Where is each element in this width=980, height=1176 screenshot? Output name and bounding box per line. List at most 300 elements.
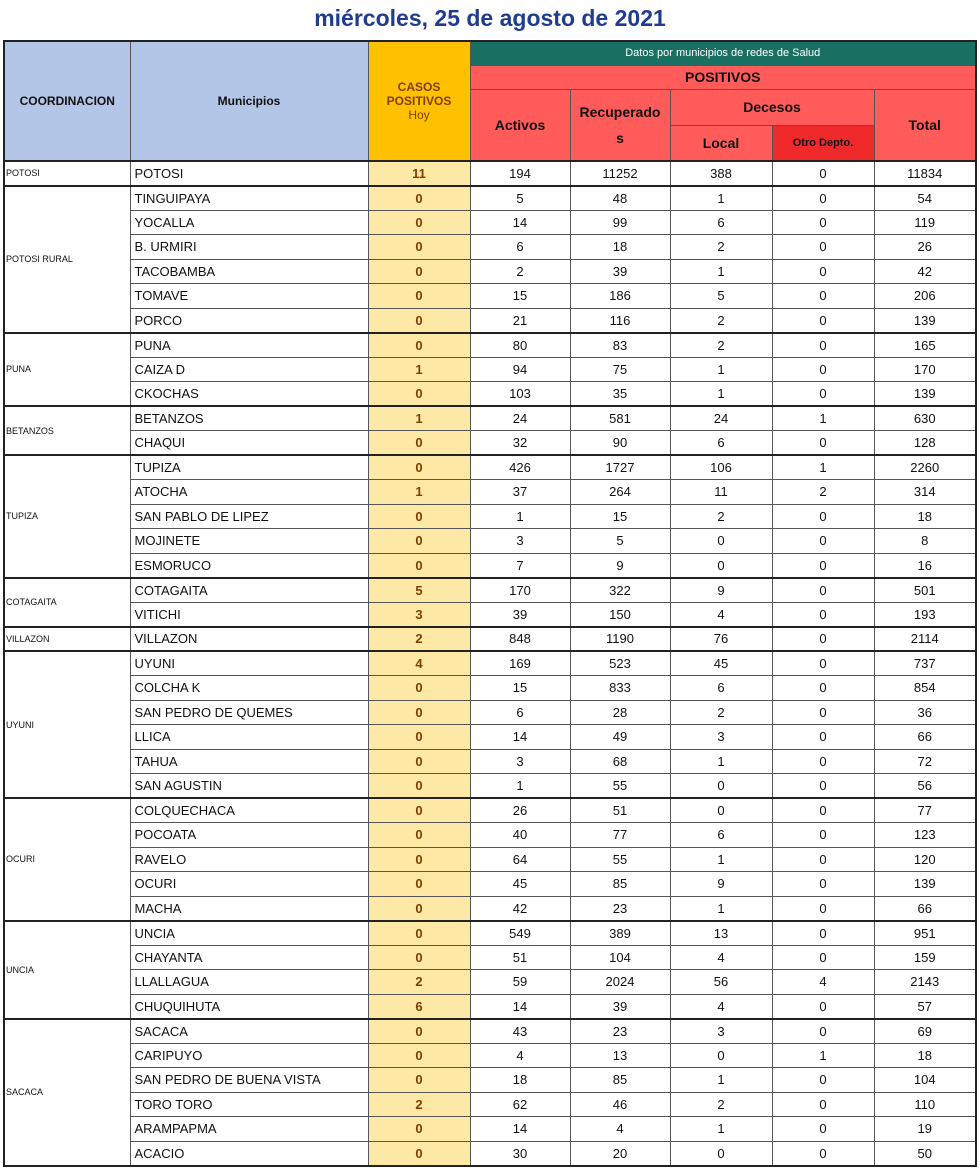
recuperados-cell: 150 bbox=[570, 602, 670, 627]
recuperados-cell: 2024 bbox=[570, 970, 670, 995]
total-cell: 119 bbox=[874, 210, 976, 235]
local-cell: 9 bbox=[670, 872, 772, 897]
local-cell: 0 bbox=[670, 774, 772, 799]
otro-depto-cell: 0 bbox=[772, 235, 874, 260]
recuperados-cell: 55 bbox=[570, 847, 670, 872]
total-cell: 56 bbox=[874, 774, 976, 799]
local-cell: 5 bbox=[670, 284, 772, 309]
municipio-cell: POTOSI bbox=[130, 161, 368, 186]
total-cell: 57 bbox=[874, 994, 976, 1019]
header-otro-depto: Otro Depto. bbox=[772, 125, 874, 161]
recuperados-cell: 523 bbox=[570, 651, 670, 676]
local-cell: 2 bbox=[670, 700, 772, 725]
activos-cell: 14 bbox=[470, 725, 570, 750]
otro-depto-cell: 0 bbox=[772, 749, 874, 774]
local-cell: 3 bbox=[670, 1019, 772, 1044]
recuperados-cell: 1190 bbox=[570, 627, 670, 652]
total-cell: 128 bbox=[874, 431, 976, 456]
local-cell: 1 bbox=[670, 847, 772, 872]
table-row bbox=[4, 284, 976, 309]
activos-cell: 14 bbox=[470, 210, 570, 235]
table-row bbox=[4, 1141, 976, 1166]
recuperados-cell: 35 bbox=[570, 382, 670, 407]
municipio-cell: PUNA bbox=[130, 333, 368, 358]
total-cell: 139 bbox=[874, 872, 976, 897]
header-recuperados-line2: s bbox=[616, 129, 624, 146]
municipio-cell: TORO TORO bbox=[130, 1092, 368, 1117]
local-cell: 6 bbox=[670, 676, 772, 701]
coordinacion-cell: BETANZOS bbox=[4, 406, 130, 455]
total-cell: 42 bbox=[874, 259, 976, 284]
table-row bbox=[4, 210, 976, 235]
casos-cell: 0 bbox=[368, 308, 470, 333]
local-cell: 24 bbox=[670, 406, 772, 431]
table-row bbox=[4, 235, 976, 260]
coordinacion-cell: SACACA bbox=[4, 1019, 130, 1166]
activos-cell: 7 bbox=[470, 553, 570, 578]
table-row bbox=[4, 970, 976, 995]
casos-cell: 0 bbox=[368, 259, 470, 284]
total-cell: 159 bbox=[874, 945, 976, 970]
otro-depto-cell: 0 bbox=[772, 627, 874, 652]
recuperados-cell: 15 bbox=[570, 504, 670, 529]
total-cell: 2114 bbox=[874, 627, 976, 652]
municipio-cell: MACHA bbox=[130, 896, 368, 921]
table-row bbox=[4, 651, 976, 676]
table-row bbox=[4, 749, 976, 774]
activos-cell: 59 bbox=[470, 970, 570, 995]
local-cell: 76 bbox=[670, 627, 772, 652]
otro-depto-cell: 0 bbox=[772, 1092, 874, 1117]
municipio-cell: CHAQUI bbox=[130, 431, 368, 456]
total-cell: 2260 bbox=[874, 455, 976, 480]
casos-cell: 0 bbox=[368, 847, 470, 872]
local-cell: 2 bbox=[670, 504, 772, 529]
casos-cell: 0 bbox=[368, 676, 470, 701]
otro-depto-cell: 1 bbox=[772, 1043, 874, 1068]
recuperados-cell: 46 bbox=[570, 1092, 670, 1117]
local-cell: 2 bbox=[670, 1092, 772, 1117]
activos-cell: 43 bbox=[470, 1019, 570, 1044]
activos-cell: 14 bbox=[470, 994, 570, 1019]
municipio-cell: UYUNI bbox=[130, 651, 368, 676]
casos-cell: 0 bbox=[368, 1117, 470, 1142]
local-cell: 0 bbox=[670, 529, 772, 554]
coordinacion-cell: UYUNI bbox=[4, 651, 130, 798]
otro-depto-cell: 0 bbox=[772, 1019, 874, 1044]
table-row bbox=[4, 1068, 976, 1093]
table-row bbox=[4, 823, 976, 848]
otro-depto-cell: 0 bbox=[772, 553, 874, 578]
municipio-cell: CHUQUIHUTA bbox=[130, 994, 368, 1019]
total-cell: 54 bbox=[874, 186, 976, 211]
recuperados-cell: 4 bbox=[570, 1117, 670, 1142]
local-cell: 1 bbox=[670, 1068, 772, 1093]
municipio-cell: TAHUA bbox=[130, 749, 368, 774]
activos-cell: 3 bbox=[470, 529, 570, 554]
total-cell: 77 bbox=[874, 798, 976, 823]
total-cell: 2143 bbox=[874, 970, 976, 995]
activos-cell: 6 bbox=[470, 700, 570, 725]
recuperados-cell: 48 bbox=[570, 186, 670, 211]
local-cell: 0 bbox=[670, 1141, 772, 1166]
total-cell: 36 bbox=[874, 700, 976, 725]
municipio-cell: B. URMIRI bbox=[130, 235, 368, 260]
covid-table bbox=[3, 40, 977, 1167]
header-casos bbox=[368, 41, 470, 161]
table-row bbox=[4, 308, 976, 333]
local-cell: 1 bbox=[670, 896, 772, 921]
municipio-cell: TACOBAMBA bbox=[130, 259, 368, 284]
table-row bbox=[4, 798, 976, 823]
activos-cell: 45 bbox=[470, 872, 570, 897]
otro-depto-cell: 0 bbox=[772, 284, 874, 309]
table-row bbox=[4, 553, 976, 578]
recuperados-cell: 68 bbox=[570, 749, 670, 774]
local-cell: 1 bbox=[670, 186, 772, 211]
activos-cell: 42 bbox=[470, 896, 570, 921]
table-row bbox=[4, 161, 976, 186]
municipio-cell: SAN PEDRO DE BUENA VISTA bbox=[130, 1068, 368, 1093]
activos-cell: 24 bbox=[470, 406, 570, 431]
otro-depto-cell: 0 bbox=[772, 529, 874, 554]
total-cell: 18 bbox=[874, 504, 976, 529]
activos-cell: 30 bbox=[470, 1141, 570, 1166]
table-row bbox=[4, 431, 976, 456]
recuperados-cell: 51 bbox=[570, 798, 670, 823]
otro-depto-cell: 0 bbox=[772, 994, 874, 1019]
table-row bbox=[4, 921, 976, 946]
activos-cell: 848 bbox=[470, 627, 570, 652]
activos-cell: 170 bbox=[470, 578, 570, 603]
table-row bbox=[4, 333, 976, 358]
municipio-cell: RAVELO bbox=[130, 847, 368, 872]
otro-depto-cell: 0 bbox=[772, 872, 874, 897]
municipio-cell: OCURI bbox=[130, 872, 368, 897]
coordinacion-cell: TUPIZA bbox=[4, 455, 130, 578]
activos-cell: 1 bbox=[470, 504, 570, 529]
page-title: miércoles, 25 de agosto de 2021 bbox=[314, 5, 666, 31]
recuperados-cell: 322 bbox=[570, 578, 670, 603]
recuperados-cell: 5 bbox=[570, 529, 670, 554]
local-cell: 1 bbox=[670, 382, 772, 407]
casos-cell: 0 bbox=[368, 186, 470, 211]
table-row bbox=[4, 994, 976, 1019]
otro-depto-cell: 0 bbox=[772, 161, 874, 186]
local-cell: 0 bbox=[670, 798, 772, 823]
otro-depto-cell: 0 bbox=[772, 1141, 874, 1166]
local-cell: 3 bbox=[670, 725, 772, 750]
table-row bbox=[4, 774, 976, 799]
casos-cell: 11 bbox=[368, 161, 470, 186]
table-row bbox=[4, 945, 976, 970]
casos-cell: 1 bbox=[368, 357, 470, 382]
activos-cell: 37 bbox=[470, 480, 570, 505]
municipio-cell: CARIPUYO bbox=[130, 1043, 368, 1068]
municipio-cell: TUPIZA bbox=[130, 455, 368, 480]
recuperados-cell: 18 bbox=[570, 235, 670, 260]
otro-depto-cell: 0 bbox=[772, 504, 874, 529]
activos-cell: 426 bbox=[470, 455, 570, 480]
municipio-cell: SACACA bbox=[130, 1019, 368, 1044]
casos-cell: 0 bbox=[368, 504, 470, 529]
casos-cell: 0 bbox=[368, 553, 470, 578]
activos-cell: 21 bbox=[470, 308, 570, 333]
otro-depto-cell: 4 bbox=[772, 970, 874, 995]
otro-depto-cell: 0 bbox=[772, 382, 874, 407]
table-row bbox=[4, 406, 976, 431]
table-row bbox=[4, 480, 976, 505]
recuperados-cell: 264 bbox=[570, 480, 670, 505]
total-cell: 11834 bbox=[874, 161, 976, 186]
coordinacion-cell: COTAGAITA bbox=[4, 578, 130, 627]
municipio-cell: CHAYANTA bbox=[130, 945, 368, 970]
total-cell: 120 bbox=[874, 847, 976, 872]
total-cell: 206 bbox=[874, 284, 976, 309]
activos-cell: 3 bbox=[470, 749, 570, 774]
header-recuperados-line1: Recuperado bbox=[579, 103, 661, 120]
otro-depto-cell: 0 bbox=[772, 210, 874, 235]
otro-depto-cell: 1 bbox=[772, 406, 874, 431]
local-cell: 1 bbox=[670, 357, 772, 382]
casos-cell: 0 bbox=[368, 529, 470, 554]
local-cell: 388 bbox=[670, 161, 772, 186]
total-cell: 170 bbox=[874, 357, 976, 382]
activos-cell: 15 bbox=[470, 676, 570, 701]
header-recuperados bbox=[570, 89, 670, 161]
activos-cell: 62 bbox=[470, 1092, 570, 1117]
header-casos-line2: POSITIVOS bbox=[386, 94, 452, 108]
table-row bbox=[4, 259, 976, 284]
recuperados-cell: 85 bbox=[570, 1068, 670, 1093]
total-cell: 8 bbox=[874, 529, 976, 554]
casos-cell: 0 bbox=[368, 945, 470, 970]
activos-cell: 103 bbox=[470, 382, 570, 407]
casos-cell: 4 bbox=[368, 651, 470, 676]
casos-cell: 0 bbox=[368, 455, 470, 480]
municipio-cell: ARAMPAPMA bbox=[130, 1117, 368, 1142]
header-municipios: Municipios bbox=[130, 41, 368, 161]
recuperados-cell: 83 bbox=[570, 333, 670, 358]
table-row bbox=[4, 1092, 976, 1117]
otro-depto-cell: 0 bbox=[772, 1068, 874, 1093]
otro-depto-cell: 0 bbox=[772, 431, 874, 456]
local-cell: 6 bbox=[670, 823, 772, 848]
table-row bbox=[4, 872, 976, 897]
total-cell: 66 bbox=[874, 725, 976, 750]
table-row bbox=[4, 676, 976, 701]
recuperados-cell: 13 bbox=[570, 1043, 670, 1068]
table-row bbox=[4, 1043, 976, 1068]
municipio-cell: BETANZOS bbox=[130, 406, 368, 431]
recuperados-cell: 104 bbox=[570, 945, 670, 970]
casos-cell: 0 bbox=[368, 700, 470, 725]
recuperados-cell: 39 bbox=[570, 259, 670, 284]
table-row bbox=[4, 529, 976, 554]
otro-depto-cell: 0 bbox=[772, 308, 874, 333]
coordinacion-cell: UNCIA bbox=[4, 921, 130, 1019]
local-cell: 1 bbox=[670, 1117, 772, 1142]
coordinacion-cell: PUNA bbox=[4, 333, 130, 407]
otro-depto-cell: 0 bbox=[772, 676, 874, 701]
local-cell: 4 bbox=[670, 602, 772, 627]
otro-depto-cell: 0 bbox=[772, 357, 874, 382]
municipio-cell: POCOATA bbox=[130, 823, 368, 848]
otro-depto-cell: 0 bbox=[772, 1117, 874, 1142]
total-cell: 123 bbox=[874, 823, 976, 848]
casos-cell: 0 bbox=[368, 896, 470, 921]
table-row bbox=[4, 896, 976, 921]
recuperados-cell: 23 bbox=[570, 1019, 670, 1044]
table-row bbox=[4, 357, 976, 382]
otro-depto-cell: 0 bbox=[772, 823, 874, 848]
total-cell: 66 bbox=[874, 896, 976, 921]
otro-depto-cell: 0 bbox=[772, 602, 874, 627]
recuperados-cell: 389 bbox=[570, 921, 670, 946]
otro-depto-cell: 2 bbox=[772, 480, 874, 505]
otro-depto-cell: 0 bbox=[772, 186, 874, 211]
header-coordinacion: COORDINACION bbox=[4, 41, 130, 161]
municipio-cell: LLICA bbox=[130, 725, 368, 750]
casos-cell: 1 bbox=[368, 406, 470, 431]
table-row bbox=[4, 186, 976, 211]
local-cell: 2 bbox=[670, 308, 772, 333]
coordinacion-cell: VILLAZON bbox=[4, 627, 130, 652]
table-row bbox=[4, 700, 976, 725]
activos-cell: 5 bbox=[470, 186, 570, 211]
municipio-cell: COLQUECHACA bbox=[130, 798, 368, 823]
activos-cell: 51 bbox=[470, 945, 570, 970]
casos-cell: 0 bbox=[368, 1068, 470, 1093]
activos-cell: 94 bbox=[470, 357, 570, 382]
table-row bbox=[4, 578, 976, 603]
otro-depto-cell: 0 bbox=[772, 333, 874, 358]
local-cell: 1 bbox=[670, 749, 772, 774]
table-row bbox=[4, 725, 976, 750]
coordinacion-cell: POTOSI RURAL bbox=[4, 186, 130, 333]
recuperados-cell: 833 bbox=[570, 676, 670, 701]
activos-cell: 1 bbox=[470, 774, 570, 799]
recuperados-cell: 75 bbox=[570, 357, 670, 382]
local-cell: 6 bbox=[670, 431, 772, 456]
otro-depto-cell: 0 bbox=[772, 774, 874, 799]
otro-depto-cell: 0 bbox=[772, 651, 874, 676]
municipio-cell: SAN PEDRO DE QUEMES bbox=[130, 700, 368, 725]
casos-cell: 0 bbox=[368, 284, 470, 309]
recuperados-cell: 55 bbox=[570, 774, 670, 799]
header-decesos: Decesos bbox=[670, 89, 874, 125]
otro-depto-cell: 0 bbox=[772, 259, 874, 284]
casos-cell: 0 bbox=[368, 749, 470, 774]
recuperados-cell: 116 bbox=[570, 308, 670, 333]
total-cell: 26 bbox=[874, 235, 976, 260]
table-row bbox=[4, 627, 976, 652]
activos-cell: 194 bbox=[470, 161, 570, 186]
activos-cell: 40 bbox=[470, 823, 570, 848]
local-cell: 4 bbox=[670, 994, 772, 1019]
municipio-cell: CKOCHAS bbox=[130, 382, 368, 407]
total-cell: 139 bbox=[874, 308, 976, 333]
activos-cell: 6 bbox=[470, 235, 570, 260]
table-body bbox=[4, 161, 976, 1166]
recuperados-cell: 581 bbox=[570, 406, 670, 431]
recuperados-cell: 9 bbox=[570, 553, 670, 578]
table-row bbox=[4, 1117, 976, 1142]
activos-cell: 2 bbox=[470, 259, 570, 284]
total-cell: 110 bbox=[874, 1092, 976, 1117]
otro-depto-cell: 0 bbox=[772, 725, 874, 750]
total-cell: 16 bbox=[874, 553, 976, 578]
casos-cell: 2 bbox=[368, 970, 470, 995]
otro-depto-cell: 0 bbox=[772, 921, 874, 946]
total-cell: 737 bbox=[874, 651, 976, 676]
casos-cell: 0 bbox=[368, 1141, 470, 1166]
total-cell: 104 bbox=[874, 1068, 976, 1093]
total-cell: 854 bbox=[874, 676, 976, 701]
local-cell: 9 bbox=[670, 578, 772, 603]
otro-depto-cell: 0 bbox=[772, 798, 874, 823]
activos-cell: 14 bbox=[470, 1117, 570, 1142]
activos-cell: 80 bbox=[470, 333, 570, 358]
recuperados-cell: 85 bbox=[570, 872, 670, 897]
otro-depto-cell: 0 bbox=[772, 700, 874, 725]
otro-depto-cell: 1 bbox=[772, 455, 874, 480]
recuperados-cell: 186 bbox=[570, 284, 670, 309]
activos-cell: 15 bbox=[470, 284, 570, 309]
casos-cell: 0 bbox=[368, 431, 470, 456]
casos-cell: 2 bbox=[368, 627, 470, 652]
local-cell: 1 bbox=[670, 259, 772, 284]
table-row bbox=[4, 602, 976, 627]
local-cell: 11 bbox=[670, 480, 772, 505]
municipio-cell: LLALLAGUA bbox=[130, 970, 368, 995]
activos-cell: 18 bbox=[470, 1068, 570, 1093]
local-cell: 106 bbox=[670, 455, 772, 480]
casos-cell: 0 bbox=[368, 921, 470, 946]
municipio-cell: ACACIO bbox=[130, 1141, 368, 1166]
casos-cell: 2 bbox=[368, 1092, 470, 1117]
activos-cell: 169 bbox=[470, 651, 570, 676]
activos-cell: 4 bbox=[470, 1043, 570, 1068]
municipio-cell: ATOCHA bbox=[130, 480, 368, 505]
municipio-cell: PORCO bbox=[130, 308, 368, 333]
municipio-cell: VILLAZON bbox=[130, 627, 368, 652]
header-activos: Activos bbox=[470, 89, 570, 161]
municipio-cell: UNCIA bbox=[130, 921, 368, 946]
local-cell: 2 bbox=[670, 333, 772, 358]
casos-cell: 0 bbox=[368, 774, 470, 799]
municipio-cell: COTAGAITA bbox=[130, 578, 368, 603]
total-cell: 165 bbox=[874, 333, 976, 358]
activos-cell: 549 bbox=[470, 921, 570, 946]
activos-cell: 64 bbox=[470, 847, 570, 872]
table-row bbox=[4, 1019, 976, 1044]
casos-cell: 0 bbox=[368, 823, 470, 848]
otro-depto-cell: 0 bbox=[772, 847, 874, 872]
municipio-cell: TOMAVE bbox=[130, 284, 368, 309]
municipio-cell: ESMORUCO bbox=[130, 553, 368, 578]
coordinacion-cell: OCURI bbox=[4, 798, 130, 921]
total-cell: 314 bbox=[874, 480, 976, 505]
activos-cell: 39 bbox=[470, 602, 570, 627]
coordinacion-cell: POTOSI bbox=[4, 161, 130, 186]
recuperados-cell: 20 bbox=[570, 1141, 670, 1166]
casos-cell: 0 bbox=[368, 382, 470, 407]
municipio-cell: MOJINETE bbox=[130, 529, 368, 554]
header-total: Total bbox=[874, 89, 976, 161]
casos-cell: 0 bbox=[368, 1019, 470, 1044]
otro-depto-cell: 0 bbox=[772, 578, 874, 603]
